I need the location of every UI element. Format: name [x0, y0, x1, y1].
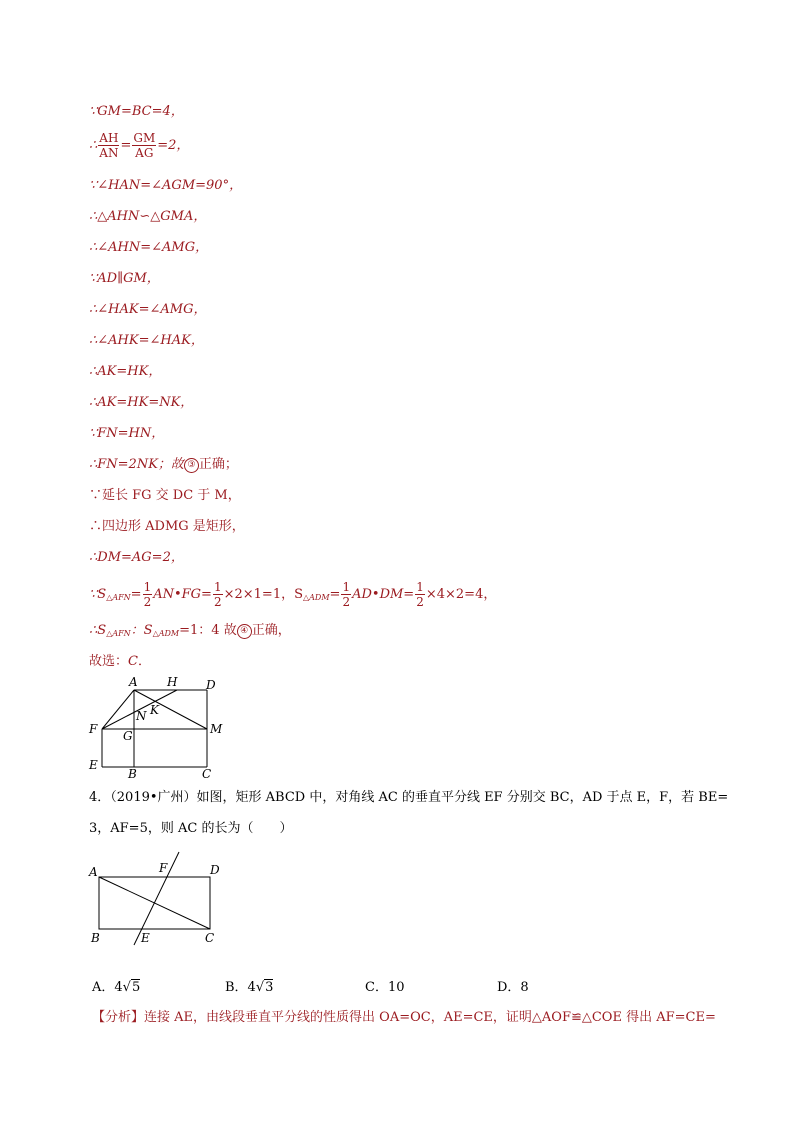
fraction-half-3: $\frac{1}{2}$: [342, 580, 351, 609]
step-angles-90: ∵∠HAN=∠AGM=90°，: [89, 178, 243, 193]
option-d[interactable]: D．8: [497, 980, 529, 995]
fraction-half-2: $\frac{1}{2}$: [213, 580, 222, 609]
option-c[interactable]: C．10: [365, 980, 405, 995]
option-b[interactable]: B．4√3: [225, 980, 274, 995]
label-a: A: [89, 865, 98, 879]
label-f: F: [89, 722, 98, 736]
question-4-line-1: 4．（2019•广州）如图，矩形 ABCD 中，对角线 AC 的垂直平分线 EF 分别交 BC，AD 于点 E，F，若 BE=: [89, 790, 729, 805]
step-similar: ∴△AHN∽△GMA，: [89, 209, 207, 224]
label-d: D: [210, 863, 220, 877]
circled-3: ③: [184, 458, 199, 473]
step-area-ratio: $\therefore S_{\triangle AFN}$：$S_{\triangle ADM}=1$：4 故 ④ 正确，: [89, 623, 291, 638]
fraction-half-4: $\frac{1}{2}$: [416, 580, 424, 609]
step-dm-ag: ∴DM=AG=2，: [89, 550, 184, 565]
fraction-half-1: $\frac{1}{2}$: [143, 580, 152, 609]
label-n: N: [136, 709, 147, 723]
sqrt-icon: √: [255, 980, 265, 995]
step-ratio: ∴ $\frac{AH}{AN}$ = $\frac{GM}{AG}$ =2，: [89, 131, 190, 160]
analysis-tag: 【分析】: [92, 1010, 145, 1025]
step-extend-fg: ∵延长 FG 交 DC 于 M，: [89, 488, 241, 503]
option-a[interactable]: A．4√5: [92, 980, 141, 995]
step-ak-hk: ∴AK=HK，: [89, 364, 162, 379]
step-angle-ahn: ∴∠AHN=∠AMG，: [89, 240, 209, 255]
step-angle-ahk: ∴∠AHK=∠HAK，: [89, 333, 204, 348]
step-fn-2nk: ∴FN=2NK；故 ③ 正确；: [89, 457, 238, 472]
label-m: M: [210, 722, 223, 736]
analysis-text: 连接 AE，由线段垂直平分线的性质得出 OA=OC，AE=CE，证明△AOF≌△COE 得出 AF=CE=: [144, 1010, 716, 1025]
label-c: C: [205, 931, 215, 945]
step-gm-bc: ∵GM=BC=4，: [89, 104, 184, 119]
sqrt-icon: √: [122, 980, 131, 995]
segment-af: [102, 690, 134, 729]
label-h: H: [167, 675, 178, 689]
fraction-ah-an: $\frac{AH}{AN}$: [99, 131, 119, 160]
circled-4: ④: [237, 624, 252, 639]
step-angle-hak: ∴∠HAK=∠AMG，: [89, 302, 207, 317]
label-e: E: [89, 758, 98, 772]
therefore-sign: ∴: [89, 138, 98, 153]
solution-figure: [85, 672, 235, 782]
step-answer: 故选：C．: [89, 654, 151, 669]
fraction-gm-ag: $\frac{GM}{AG}$: [133, 131, 156, 160]
label-d: D: [206, 678, 216, 692]
label-a: A: [129, 675, 138, 689]
label-b: B: [128, 767, 137, 781]
label-e: E: [141, 931, 150, 945]
step-areas: $\because S_{\triangle AFN}=$ $\frac{1}{2}$ AN•FG= $\frac{1}{2}$ ×2×1=1，$S_{\triangle ADM}=$ $\frac{1}{2}$ AD•DM= $\frac{1}{2}$ ×4×2=4，: [89, 580, 497, 609]
label-k: K: [150, 703, 159, 717]
step-fn-hn: ∵FN=HN，: [89, 426, 165, 441]
analysis: [92, 1006, 716, 1025]
label-c: C: [202, 767, 212, 781]
question-4-line-2: 3，AF=5，则 AC 的长为（ ）: [89, 821, 293, 836]
label-f: F: [159, 861, 168, 875]
question-figure: [85, 850, 225, 950]
step-parallel: ∵AD∥GM，: [89, 271, 160, 286]
step-rectangle: ∴四边形 ADMG 是矩形，: [89, 519, 245, 534]
label-b: B: [91, 931, 100, 945]
step-ak-hk-nk: ∴AK=HK=NK，: [89, 395, 194, 410]
label-g: G: [123, 729, 133, 743]
